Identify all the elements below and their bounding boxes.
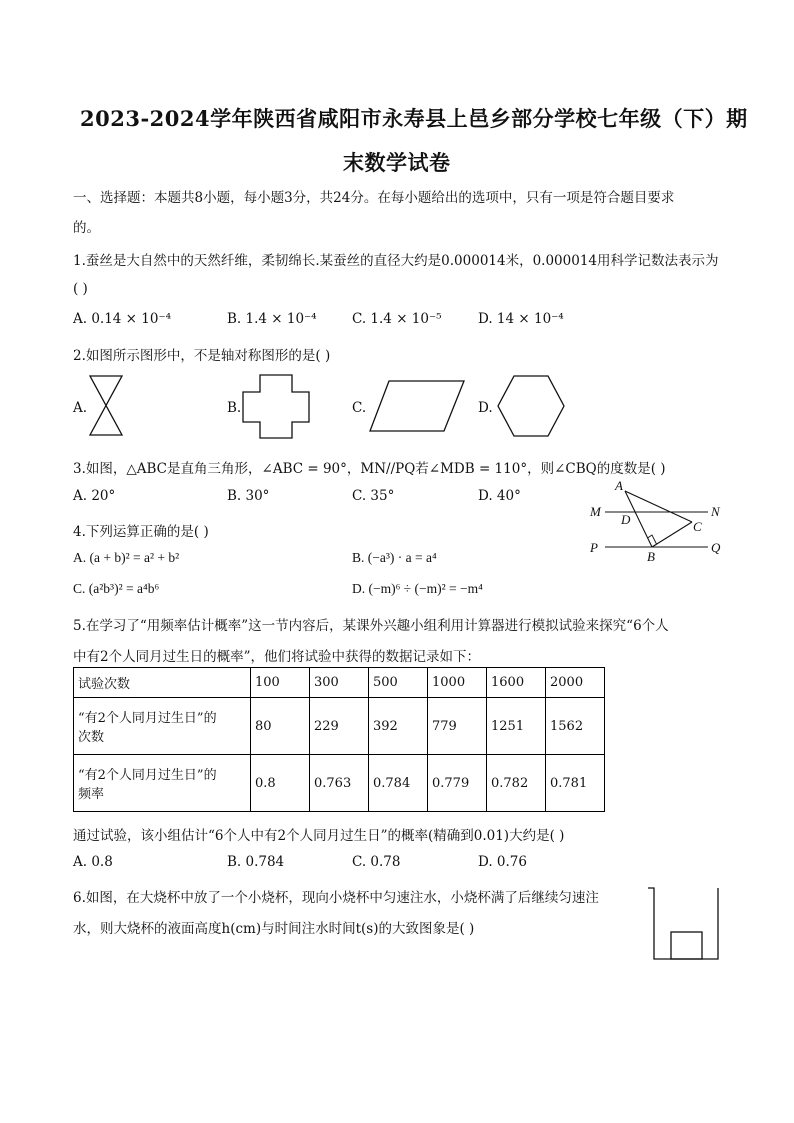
parallelogram-figure (367, 378, 467, 434)
q6-stem-line1: 6.如图，在大烧杯中放了一个小烧杯，现向小烧杯中匀速注水，小烧杯满了后继续匀速注 (73, 890, 599, 906)
q1-stem-line2: ( ) (73, 281, 88, 297)
q4-option-c: C. (a²b³)² = a⁴b⁶ (73, 581, 160, 596)
q4-option-a: A. (a + b)² = a² + b² (73, 550, 180, 565)
label-a: A (615, 478, 623, 493)
q5-stem-line1: 5.在学习了“用频率估计概率”这一节内容后，某课外兴趣小组利用计算器进行模拟试验来探究“6个人 (73, 618, 669, 634)
row-label-line: 次数 (78, 730, 105, 745)
table-cell: 1251 (487, 698, 546, 755)
q2-label-c: C. (352, 400, 367, 416)
q5-option-d: D. 0.76 (478, 854, 527, 870)
q2-label-d: D. (478, 400, 493, 416)
table-cell: 300 (310, 668, 369, 698)
label-m: M (590, 504, 601, 519)
q6-stem-line2: 水，则大烧杯的液面高度h(cm)与时间注水时间t(s)的大致图象是( ) (73, 921, 475, 937)
q2-label-a: A. (73, 400, 88, 416)
label-p: P (590, 540, 598, 555)
q3-option-a: A. 20° (73, 488, 116, 504)
table-cell: 0.763 (310, 755, 369, 812)
label-c: C (693, 519, 702, 534)
table-cell: 1600 (487, 668, 546, 698)
q2-stem: 2.如图所示图形中，不是轴对称图形的是( ) (73, 348, 331, 364)
table-row (74, 668, 605, 698)
cross-shape-figure (240, 372, 312, 442)
label-n: N (711, 504, 720, 519)
q1-option-c: C. 1.4 × 10⁻⁵ (352, 311, 442, 327)
page-title-line2: 末数学试卷 (343, 150, 451, 175)
label-b: B (647, 549, 655, 564)
table-cell: 100 (251, 668, 310, 698)
table-cell: 试验次数 (74, 668, 251, 698)
table-cell: 229 (310, 698, 369, 755)
table-cell: 779 (428, 698, 487, 755)
q1-option-a: A. 0.14 × 10⁻⁴ (73, 311, 172, 327)
table-cell: 0.8 (251, 755, 310, 812)
triangle-parallel-lines-figure (585, 478, 725, 564)
side-ac (625, 491, 692, 522)
table-row (74, 755, 605, 812)
q5-option-b: B. 0.784 (227, 854, 285, 870)
q5-option-c: C. 0.78 (352, 854, 401, 870)
q3-stem: 3.如图，△ABC是直角三角形，∠ABC = 90°，MN//PQ若∠MDB = 110°，则∠CBQ的度数是( ) (73, 461, 666, 477)
q1-option-b: B. 1.4 × 10⁻⁴ (227, 311, 317, 327)
q1-option-d: D. 14 × 10⁻⁴ (478, 311, 564, 327)
table-cell: 0.779 (428, 755, 487, 812)
table-cell: 500 (369, 668, 428, 698)
page-title-line1: 2023-2024学年陕西省咸阳市永寿县上邑乡部分学校七年级（下）期 (80, 106, 748, 131)
q5-option-a: A. 0.8 (73, 854, 113, 870)
table-cell: 80 (251, 698, 310, 755)
small-beaker (671, 932, 702, 959)
q5-stem-line2: 中有2个人同月过生日的概率”，他们将试验中获得的数据记录如下： (73, 649, 480, 665)
q3-option-d: D. 40° (478, 488, 521, 504)
beaker-figure (645, 884, 725, 964)
q3-option-c: C. 35° (352, 488, 395, 504)
q4-option-d: D. (−m)⁶ ÷ (−m)² = −m⁴ (352, 581, 483, 596)
row-label-line: “有2个人同月过生日”的 (78, 768, 217, 783)
hourglass-figure (86, 373, 126, 439)
hexagon-figure (495, 373, 567, 439)
table-cell: 0.784 (369, 755, 428, 812)
table-cell: 1562 (546, 698, 605, 755)
table-row (74, 698, 605, 755)
q1-stem-line1: 1.蚕丝是大自然中的天然纤维，柔韧绵长.某蚕丝的直径大约是0.000014米，0.000014用科学记数法表示为 (73, 253, 719, 269)
q3-option-b: B. 30° (227, 488, 270, 504)
table-cell: 1000 (428, 668, 487, 698)
table-cell: 0.781 (546, 755, 605, 812)
table-cell: 392 (369, 698, 428, 755)
label-q: Q (711, 540, 721, 555)
q4-option-b: B. (−a³) · a = a⁴ (352, 550, 437, 565)
section-heading-line2: 的。 (73, 220, 100, 236)
table-cell (74, 755, 251, 812)
section-heading-line1: 一、选择题：本题共8小题，每小题3分，共24分。在每小题给出的选项中，只有一项是符合题目要求 (73, 190, 675, 206)
table-cell: 0.782 (487, 755, 546, 812)
large-beaker (648, 888, 718, 959)
table-cell (74, 698, 251, 755)
row-label-line: “有2个人同月过生日”的 (78, 711, 217, 726)
q2-label-b: B. (227, 400, 242, 416)
row-label-line: 频率 (78, 787, 105, 802)
data-table (73, 667, 605, 812)
label-d: D (621, 512, 631, 527)
table-cell: 2000 (546, 668, 605, 698)
q4-stem: 4.下列运算正确的是( ) (73, 524, 209, 540)
q5-followup: 通过试验，该小组估计“6个人中有2个人同月过生日”的概率(精确到0.01)大约是( ) (73, 828, 565, 844)
side-bc (652, 522, 692, 547)
